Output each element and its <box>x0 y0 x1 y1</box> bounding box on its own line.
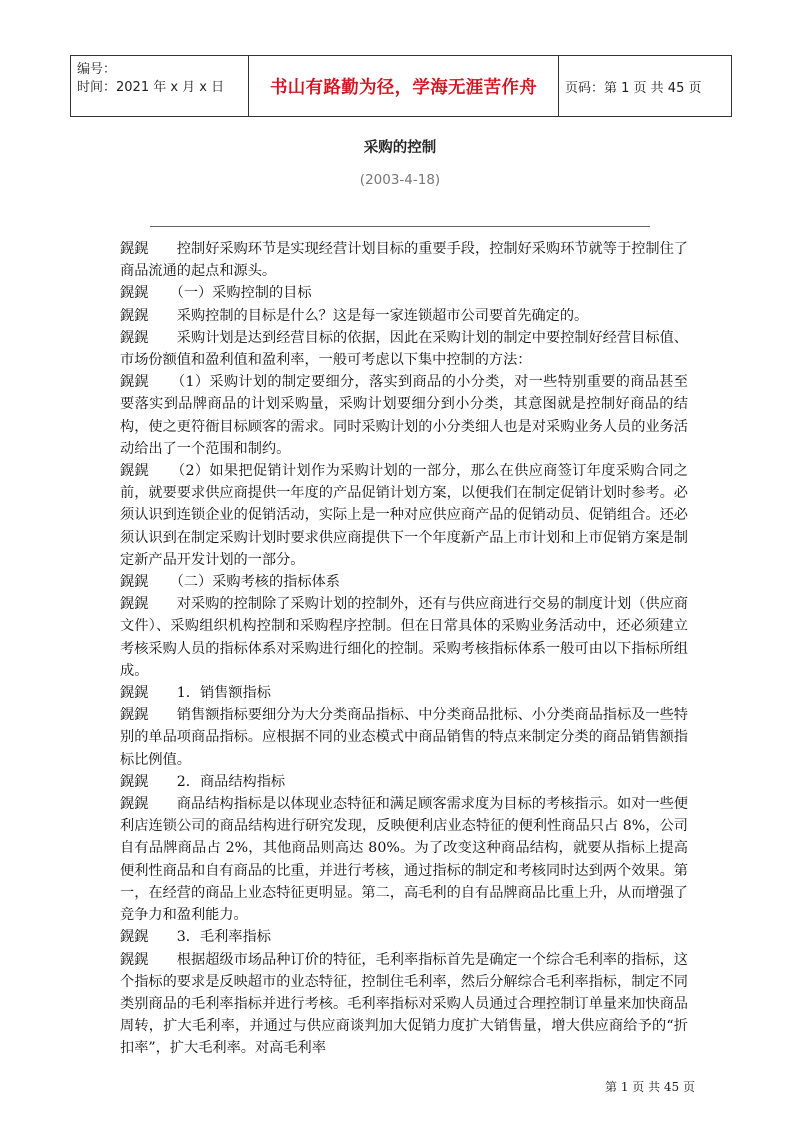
paragraph: 鎤鎤 根据超级市场品种订价的特征，毛利率指标首先是确定一个综合毛利率的指标，这个指标的要求是反映超市的业态特征，控制住毛利率，然后分解综合毛利率指标，制定不同类别商品的毛利率指标并进行考核。毛利率指标对采购人员通过合理控制订单量来加快商品周转，扩大毛利率，并通过与供应商谈判加大促销力度扩大销售量，增大供应商给予的“折扣率”，扩大毛利率。对高毛利率 <box>120 951 688 1057</box>
title-divider <box>150 226 650 227</box>
section-heading: 鎤鎤 （二）采购考核的指标体系 <box>120 574 340 591</box>
header-page-number: 页码：第 1 页 共 45 页 <box>565 80 702 96</box>
subsection-heading: 鎤鎤 3．毛利率指标 <box>120 929 271 946</box>
document-number-label: 编号： <box>77 62 117 77</box>
header-motto: 书山有路勤为径，学海无涯苦作舟 <box>249 56 559 116</box>
document-title: 采购的控制 <box>363 140 437 156</box>
paragraph: 鎤鎤 （1）采购计划的制定要细分，落实到商品的小分类，对一些特别重要的商品甚至要落实到品牌商品的计划采购量，采购计划要细分到小分类，其意图就是控制好商品的结构，使之更符衙目标顾客的需求。同时采购计划的小分类细人也是对采购业务人员的业务活动给出了一个范围和制约。 <box>120 374 688 457</box>
page-footer: 第 1 页 共 45 页 <box>605 1080 695 1094</box>
paragraph: 鎤鎤 控制好采购环节是实现经营计划目标的重要手段，控制好采购环节就等于控制住了商品流通的起点和源头。 <box>120 241 688 280</box>
document-body <box>120 238 688 1060</box>
header-meta <box>71 56 249 116</box>
paragraph: 鎤鎤 采购控制的目标是什么？这是每一家连锁超市公司要首先确定的。 <box>120 307 589 324</box>
document-date: (2003-4-18) <box>359 172 441 188</box>
paragraph: 鎤鎤 采购计划是达到经营目标的依据，因此在采购计划的制定中要控制好经营目标值、市场份额值和盈利值和盈利率，一般可考虑以下集中控制的方法： <box>120 329 688 369</box>
document-time-label: 时间：2021 年 x 月 x 日 <box>77 80 225 95</box>
subsection-heading: 鎤鎤 1．销售额指标 <box>120 685 271 702</box>
section-heading: 鎤鎤 （一）采购控制的目标 <box>120 285 312 302</box>
paragraph: 鎤鎤 对采购的控制除了采购计划的控制外，还有与供应商进行交易的制度计划（供应商文件）、采购组织机构控制和采购程序控制。但在日常具体的采购业务活动中，还必须建立考核采购人员的指标体系对采购进行细化的控制。采购考核指标体系一般可由以下指标所组成。 <box>120 596 688 679</box>
subsection-heading: 鎤鎤 2．商品结构指标 <box>120 773 286 790</box>
paragraph: 鎤鎤 商品结构指标是以体现业态特征和满足顾客需求度为目标的考核指示。如对一些便利店连锁公司的商品结构进行研究发现，反映便利店业态特征的便利性商品只占 8%，公司自有品牌商品占 2%，其他商品则高达 80%。为了改变这种商品结构，就要从指标上提高便利性商品和自有商品的比重，并进行考核，通过指标的制定和考核同时达到两个效果。第一，在经营的商品上业态特征更明显。第二，高毛利的自有品牌商品比重上升，从而增强了竞争力和盈利能力。 <box>120 796 688 924</box>
paragraph: 鎤鎤 销售额指标要细分为大分类商品指标、中分类商品批标、小分类商品指标及一些特别的单品项商品指标。应根据不同的业态模式中商品销售的特点来制定分类的商品销售额指标比例值。 <box>120 707 688 768</box>
page-header <box>70 55 732 117</box>
paragraph: 鎤鎤 （2）如果把促销计划作为采购计划的一部分，那么在供应商签订年度采购合同之前，就要要求供应商提供一年度的产品促销计划方案，以便我们在制定促销计划时参考。必须认识到连锁企业的促销活动，实际上是一种对应供应商产品的促销动员、促销组合。还必须认识到在制定采购计划时要求供应商提供下一个年度新产品上市计划和上市促销方案是制定新产品开发计划的一部分。 <box>120 463 688 568</box>
